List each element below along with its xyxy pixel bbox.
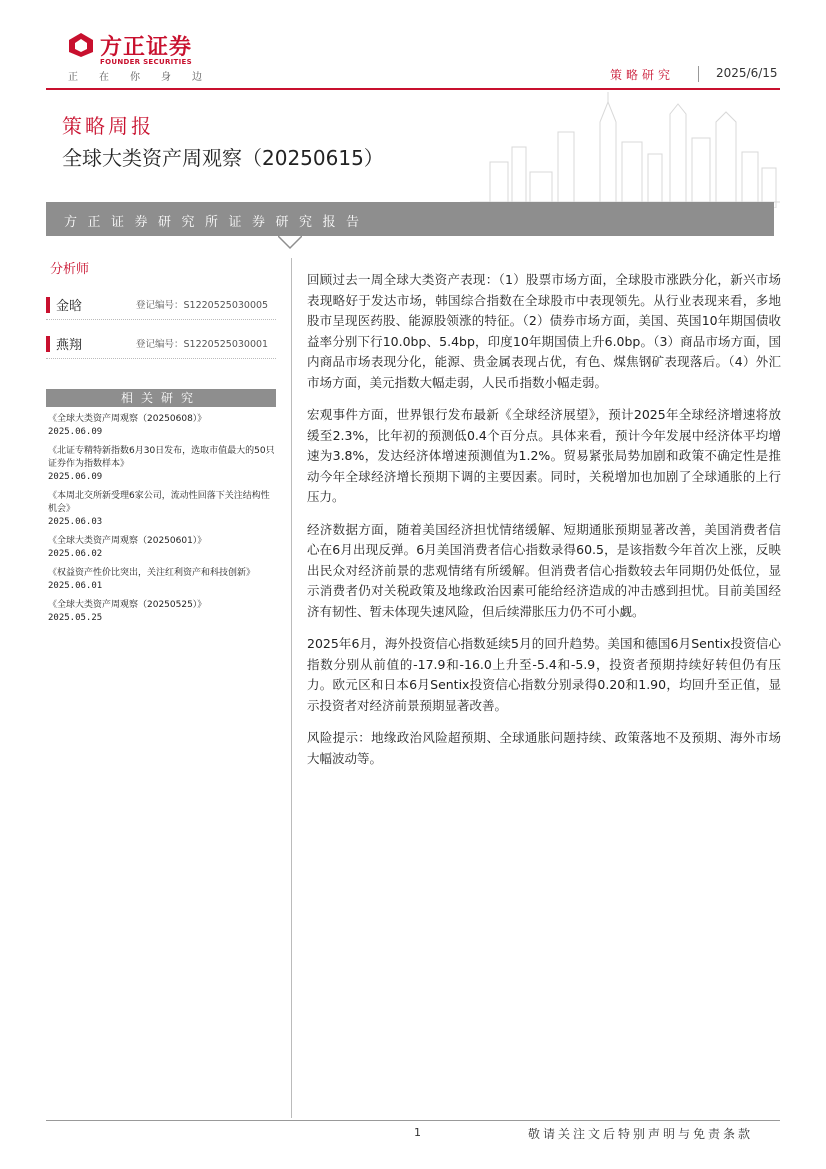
analyst-row	[46, 330, 276, 359]
city-skyline-icon	[470, 92, 780, 208]
banner-pointer-icon	[278, 236, 302, 250]
related-report-title: 《本周北交所新受理6家公司，流动性回落下关注结构性机会》	[48, 491, 270, 514]
related-report-title: 《全球大类资产周观察（20250601）》	[48, 536, 207, 546]
related-research-heading: 相关研究	[46, 389, 276, 407]
analyst-heading: 分析师	[50, 262, 90, 277]
related-report-date: 2025.06.02	[48, 549, 103, 559]
report-date: 2025/6/15	[716, 66, 778, 80]
column-divider	[291, 258, 292, 1118]
footer-rule	[46, 1120, 780, 1121]
sidebar	[46, 258, 276, 625]
related-report-title: 《权益资产性价比突出，关注红利资产和科技创新》	[48, 568, 256, 578]
analyst-marker	[46, 297, 50, 313]
related-report-date: 2025.06.09	[48, 472, 103, 482]
related-report-date: 2025.06.09	[48, 427, 103, 437]
header-rule	[46, 88, 780, 90]
summary-paragraph: 2025年6月，海外投资信心指数延续5月的回升趋势。美国和德国6月Sentix投资信心指数分别从前值的-17.9和-16.0上升至-5.4和-5.9，投资者预期持续好转但仍有压力。欧元区和日本6月Sentix投资信心指数分别录得0.20和1.90，均回升至正值，显示投资者对经济前景预期显著改善。	[307, 636, 781, 713]
report-category: 策略研究	[610, 68, 675, 82]
brand-name-en: FOUNDER SECURITIES	[100, 58, 192, 66]
analyst-registration: 登记编号：S1220525030001	[136, 339, 269, 350]
related-report-link[interactable]	[46, 535, 276, 561]
related-report-link[interactable]	[46, 413, 276, 439]
summary-paragraph: 宏观事件方面，世界银行发布最新《全球经济展望》，预计2025年全球经济增速将放缓至2.3%，比年初的预测低0.4个百分点。具体来看，预计今年发展中经济体平均增速为3.8%，发达经济体增速预测值为1.2%。贸易紧张局势加剧和政策不确定性是推动今年全球经济增长预期下调的主要因素。同时，关税增加也加剧了全球通胀的上行压力。	[307, 407, 781, 504]
summary-paragraph: 回顾过去一周全球大类资产表现：（1）股票市场方面，全球股市涨跌分化，新兴市场表现略好于发达市场，韩国综合指数在全球股市中表现领先。从行业表现来看，多地股市呈现医药股、能源股领涨的特征。（2）债券市场方面，美国、英国10年期国债收益率分别下行10.0bp、5.4bp，印度10年期国债上升6.0bp。（3）商品市场方面，国内商品市场表现分化，能源、贵金属表现占优，有色、煤焦钢矿表现落后。（4）外汇市场方面，美元指数大幅走弱，人民币指数小幅走弱。	[307, 272, 781, 390]
related-report-date: 2025.06.03	[48, 517, 103, 527]
report-summary	[307, 270, 781, 781]
analyst-name: 金晗	[56, 299, 83, 314]
report-banner	[46, 202, 774, 236]
banner-text: 方正证券研究所证券研究报告	[64, 215, 370, 230]
header-separator	[698, 66, 699, 82]
analyst-row	[46, 291, 276, 320]
related-report-link[interactable]	[46, 599, 276, 625]
related-report-date: 2025.06.01	[48, 581, 103, 591]
related-report-title: 《全球大类资产周观察（20250525）》	[48, 600, 207, 610]
related-report-link[interactable]	[46, 490, 276, 529]
related-report-title: 《北证专精特新指数6月30日发布，选取市值最大的50只证券作为指数样本》	[48, 446, 275, 469]
related-report-link[interactable]	[46, 445, 276, 484]
related-report-link[interactable]	[46, 567, 276, 593]
related-report-date: 2025.05.25	[48, 613, 103, 623]
analyst-registration: 登记编号：S1220525030005	[136, 300, 269, 311]
slogan: 正在你身边	[68, 72, 223, 83]
summary-paragraph: 经济数据方面，随着美国经济担忧情绪缓解、短期通胀预期显著改善，美国消费者信心在6月出现反弹。6月美国消费者信心指数录得60.5，是该指数今年首次上涨，反映出民众对经济前景的悲观情绪有所缓解。但消费者信心指数较去年同期仍处低位，显示消费者仍对关税政策及地缘政治因素可能给经济造成的冲击感到担忧。目前美国经济有韧性、暂未体现失速风险，但后续滞胀压力仍不可小觑。	[307, 521, 781, 619]
analyst-name: 燕翔	[56, 338, 83, 353]
risk-warning: 风险提示：地缘政治风险超预期、全球通胀问题持续、政策落地不及预期、海外市场大幅波动等。	[307, 730, 781, 766]
brand-name-cn: 方正证券	[100, 35, 193, 60]
report-type: 策略周报	[62, 114, 154, 138]
related-report-title: 《全球大类资产周观察（20250608）》	[48, 414, 207, 424]
page-number: 1	[414, 1126, 421, 1139]
analyst-marker	[46, 336, 50, 352]
disclaimer-notice: 敬请关注文后特别声明与免责条款	[528, 1127, 754, 1141]
report-title: 全球大类资产周观察（20250615）	[62, 146, 384, 170]
logo-mark-icon	[68, 32, 94, 58]
